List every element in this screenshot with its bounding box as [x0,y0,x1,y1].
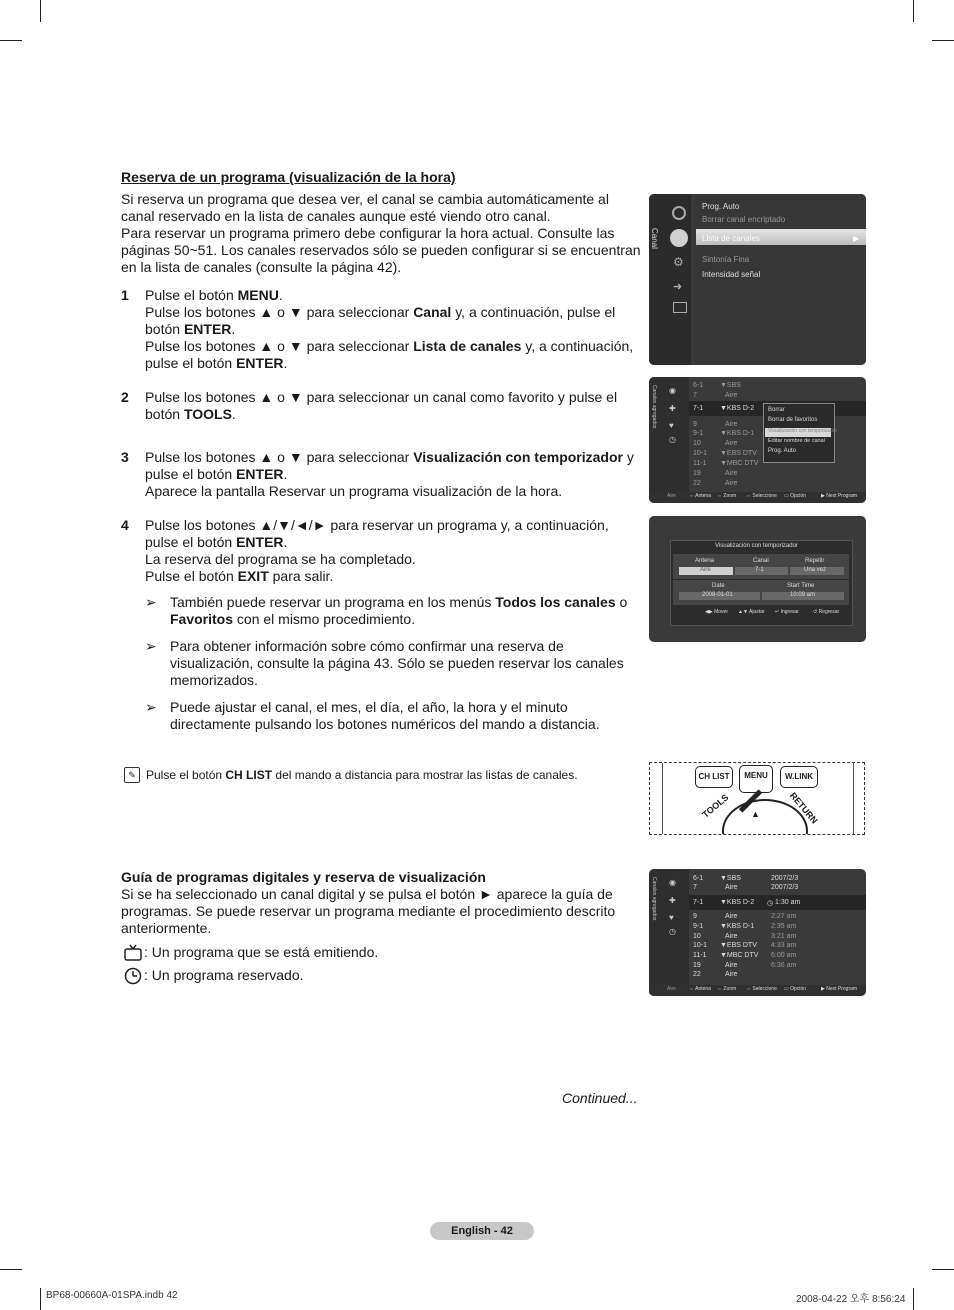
program-time: 2:35 am [771,923,797,930]
timer-title: Visualización con temporizador [715,543,798,549]
crop-mark [0,40,22,41]
channel-number: 22 [693,971,701,978]
channel-name[interactable]: Aire [725,421,738,428]
note-arrow-icon: ➢ [145,594,157,610]
footer-label: Seleccione [752,986,777,992]
menu-item-borrar-encriptado[interactable]: Borrar canal encriptado [702,215,786,224]
footer-antena: ⇔ Antena [689,986,711,992]
channel-name[interactable]: ▼KBS D-2 [720,899,755,906]
picture-icon [672,206,686,220]
program-date: 2007/2/3 [771,884,799,891]
note-arrow-icon: ➢ [145,699,157,715]
footer-zoom: ⇔ Zoom [717,986,737,992]
footer-date: 2008-04-22 오후 8:56:24 [796,1294,906,1305]
footer-label: Next Program [826,986,858,992]
footer-opcion: ▭ Opción [784,986,806,992]
channel-number: 7-1 [693,405,704,412]
footer-next: ▶ Next Program [821,493,858,499]
step-line: Pulse los botones ▲ o ▼ para seleccionar un canal como favorito y pulse el [145,389,618,405]
note-line: Favoritos con el mismo procedimiento. [170,611,416,627]
label-canal: Canal [753,558,769,564]
timer-icon: ◷ [669,435,676,444]
step-1 [145,287,635,372]
step-line: botón TOOLS. [145,406,236,422]
menu-item-intensidad-senal[interactable]: Intensidad señal [702,270,761,279]
added-icon: ✚ [669,896,676,905]
footer-next: ▶ Next Program [821,986,858,992]
step-number: 1 [121,287,129,303]
section-title: Reserva de un programa (visualización de la hora) [121,169,456,185]
start-time-value: 10:09 am [790,592,816,598]
channel-number: 10-1 [693,942,708,949]
channel-name[interactable]: ▼EBS DTV [720,450,757,457]
note-line: visualización, consulte la página 43. Sólo se pueden reservar los canales [170,655,624,671]
footer-mover: ◀▶ Mover [705,609,728,615]
footer-seleccione: ⇔ Seleccione [746,986,777,992]
crop-mark [40,0,41,22]
crop-mark [913,0,914,22]
channel-number: 11-1 [693,952,707,959]
favorite-icon: ♥ [669,421,674,430]
screen-side-label: Canal [650,228,659,249]
step-number: 3 [121,449,129,465]
step-line: Pulse los botones ▲ o ▼ para seleccionar Lista de canales y, a continuación, [145,338,634,354]
intro-line: en la lista de canales (consulte la página 42). [121,259,402,275]
step-4 [145,517,635,585]
channel-number: 9-1 [693,430,704,437]
remote-illustration [649,762,865,835]
footer-label: Ingresar [780,609,799,615]
channel-number: 7-1 [693,899,704,906]
section2-line: programas. Se puede reservar un programa mediante el procedimiento descrito [121,903,616,919]
footer-seleccione: ⇔ Seleccione [746,493,777,499]
channel-number: 10-1 [693,450,708,457]
arrow-right-icon: ▶ [853,234,860,243]
section2-text [121,886,641,937]
note-3 [170,699,640,733]
channel-name[interactable]: ▼EBS DTV [720,942,757,949]
program-guide-screen [649,869,866,996]
footer-ajustar: ▲▼ Ajustar [738,609,765,615]
footer-file: BP68-00660A-01SPA.indb 42 [46,1290,178,1301]
channel-icon: ◉ [669,386,676,395]
channel-name[interactable]: Aire [725,913,738,920]
timer-screen [649,516,866,642]
timer-icon: ◷ [669,927,676,936]
intro-text [121,191,641,276]
label-start-time: Start Time [787,583,815,589]
channel-number: 6-1 [693,382,704,389]
note-line: memorizados. [170,672,258,688]
crop-mark [913,1288,914,1310]
footer-ingresar: ↵ Ingresar [775,609,799,615]
crop-mark [932,1269,954,1270]
menu-item-lista-canales[interactable]: Lista de canales [702,234,760,243]
reserved-clock-icon: ◷ [767,900,774,907]
step-line: Pulse los botones ▲ o ▼ para seleccionar Canal y, a continuación, pulse el [145,304,616,320]
added-icon: ✚ [669,404,676,413]
step-line: Aparece la pantalla Reservar un programa visualización de la hora. [145,483,563,499]
footer-label: Aire [667,986,676,992]
intro-line: Para reservar un programa primero debe configurar la hora actual. Consulte las [121,225,615,241]
channel-name[interactable]: Aire [725,470,738,477]
clock-icon [124,967,142,990]
footer-zoom: ⇔ Zoom [717,493,737,499]
application-icon [673,302,687,313]
favorite-icon: ♥ [669,913,674,922]
return-button[interactable]: RETURN [787,790,820,826]
program-time: 2:27 am [771,913,797,920]
continued-text: Continued... [562,1090,638,1106]
step-line: botón ENTER. [145,321,236,337]
channel-number: 19 [693,470,701,477]
footer-opcion: ▭ Opción [784,493,806,499]
note-icon: ✎ [124,767,140,783]
setup-icon: ⚙ [673,255,684,269]
channel-name[interactable]: Aire [725,884,738,891]
step-line: Pulse el botón MENU. [145,287,283,303]
antena-value: Aire [700,567,711,573]
channel-number: 6-1 [693,875,704,882]
channel-name[interactable]: ▼KBS D-1 [720,430,755,437]
footer-antena: ⇔ Antena [689,493,711,499]
program-time: 4:33 am [771,942,797,949]
channel-number: 19 [693,962,701,969]
menu-item-sintonia-fina[interactable]: Sintonía Fina [702,255,750,264]
channel-name[interactable]: ▼KBS D-2 [720,405,755,412]
repetir-value: Una vez [804,567,827,573]
intro-line: páginas 50~51. Los canales reservados sólo se pueden configurar si se encuentran [121,242,641,258]
program-time: 1:30 am [775,899,801,906]
note-line: Puede ajustar el canal, el mes, el día, el año, la hora y el minuto [170,699,568,715]
legend-reserved: : Un programa reservado. [144,967,304,983]
channel-icon [670,229,688,247]
screen-sidebar [649,194,691,365]
crop-mark [932,40,954,41]
crop-mark [0,1269,22,1270]
note-1 [170,594,640,628]
step-line: La reserva del programa se ha completado. [145,551,416,567]
footer-label: Regresar [818,609,840,615]
channel-name[interactable]: Aire [725,440,738,447]
step-line: Pulse el botón EXIT para salir. [145,568,334,584]
footer-label: Zoom [723,986,737,992]
footer-label: Ajustar [749,609,765,615]
channel-list-screen [649,377,866,503]
channel-number: 9 [693,913,697,920]
footer-label: Next Program [826,493,858,499]
footer-label: Opción [790,986,806,992]
channel-number: 10 [693,440,701,447]
input-icon: ➜ [673,281,683,293]
channel-number: 10 [693,933,701,940]
channel-name[interactable]: ▼SBS [720,382,741,389]
tools-item-borrar[interactable]: Borrar [768,407,785,413]
program-date: 2007/2/3 [771,875,799,882]
note-2 [170,638,640,689]
page-number-badge: English - 42 [430,1222,534,1240]
tools-item-borrar-favoritos[interactable]: Borrar de favoritos [768,417,818,423]
intro-line: Si reserva un programa que desea ver, el canal se cambia automáticamente al [121,191,609,207]
section2-line: anteriormente. [121,920,212,936]
chlist-button[interactable]: CH LIST [695,766,733,788]
wlink-button[interactable]: W.LINK [780,766,818,788]
tools-item-prog-auto[interactable]: Prog. Auto [768,448,797,454]
footer-label: Aire [667,493,676,499]
channel-name[interactable]: Aire [725,480,738,487]
step-line: Pulse los botones ▲ o ▼ para seleccionar Visualización con temporizador y [145,449,634,465]
tools-item-visualizacion[interactable]: Visualización con temporizador [768,428,838,434]
channel-number: 11-1 [693,460,707,467]
label-repetir: Repetir [805,558,825,564]
step-line: Pulse los botones ▲/▼/◄/► para reservar un programa y, a continuación, [145,517,609,533]
step-line: pulse el botón ENTER. [145,355,288,371]
program-time: 6:36 am [771,962,797,969]
label-date: Date [712,583,725,589]
note-line: Para obtener información sobre cómo confirmar una reserva de [170,638,564,654]
channel-number: 9-1 [693,923,704,930]
step-3 [145,449,635,500]
menu-button[interactable]: MENU [739,765,773,793]
program-time: 6:00 am [771,952,797,959]
crop-mark [40,1288,41,1310]
chlist-note: Pulse el botón CH LIST del mando a distancia para mostrar las listas de canales. [146,768,578,782]
intro-line: canal reservado en la lista de canales aunque esté viendo otro canal. [121,208,551,224]
step-2 [145,389,635,423]
section-title: Guía de programas digitales y reserva de visualización [121,869,486,885]
date-value: 2008-01-01 [702,592,733,598]
footer-label: Antena [695,493,711,499]
channel-name[interactable]: ▼SBS [720,875,741,882]
footer-label: Mover [714,609,728,615]
channel-number: 9 [693,421,697,428]
channel-name[interactable]: Aire [725,962,738,969]
screen-side-label: Canales agregados [651,877,657,921]
menu-item-prog-auto[interactable]: Prog. Auto [702,202,740,211]
tools-button[interactable]: TOOLS [700,792,731,820]
tv-now-icon [124,944,142,967]
step-number: 2 [121,389,129,405]
step-line: pulse el botón ENTER. [145,534,288,550]
channel-number: 7 [693,884,697,891]
label-antena: Antena [695,558,715,564]
footer-label: Antena [695,986,711,992]
channel-name[interactable]: Aire [725,392,738,399]
step-number: 4 [121,517,129,533]
note-line: directamente pulsando los botones numéricos del mando a distancia. [170,716,600,732]
channel-name[interactable]: Aire [725,971,738,978]
footer-label: Zoom [723,493,737,499]
note-arrow-icon: ➢ [145,638,157,654]
footer-regresar: ↺ Regresar [813,609,840,615]
step-line: pulse el botón ENTER. [145,466,288,482]
channel-name[interactable]: ▼MBC DTV [720,460,759,467]
channel-name[interactable]: ▼KBS D-1 [720,923,755,930]
section2-line: Si se ha seleccionado un canal digital y se pulsa el botón ► aparece la guía de [121,886,613,902]
canal-value: 7-1 [755,567,764,573]
legend-now: : Un programa que se está emitiendo. [144,944,379,960]
footer-label: Opción [790,493,806,499]
screen-side-label: Canales agregados [651,385,657,429]
tools-item-editar-nombre[interactable]: Editar nombre de canal [768,438,825,444]
note-line: También puede reservar un programa en los menús Todos los canales o [170,594,628,610]
tv-menu-screen [649,194,866,365]
program-time: 3:21 am [771,933,797,940]
channel-name[interactable]: ▼MBC DTV [720,952,759,959]
channel-number: 22 [693,480,701,487]
channel-number: 7 [693,392,697,399]
up-arrow-icon[interactable]: ▲ [751,809,760,819]
channel-name[interactable]: Aire [725,933,738,940]
footer-label: Seleccione [752,493,777,499]
channel-icon: ◉ [669,878,676,887]
